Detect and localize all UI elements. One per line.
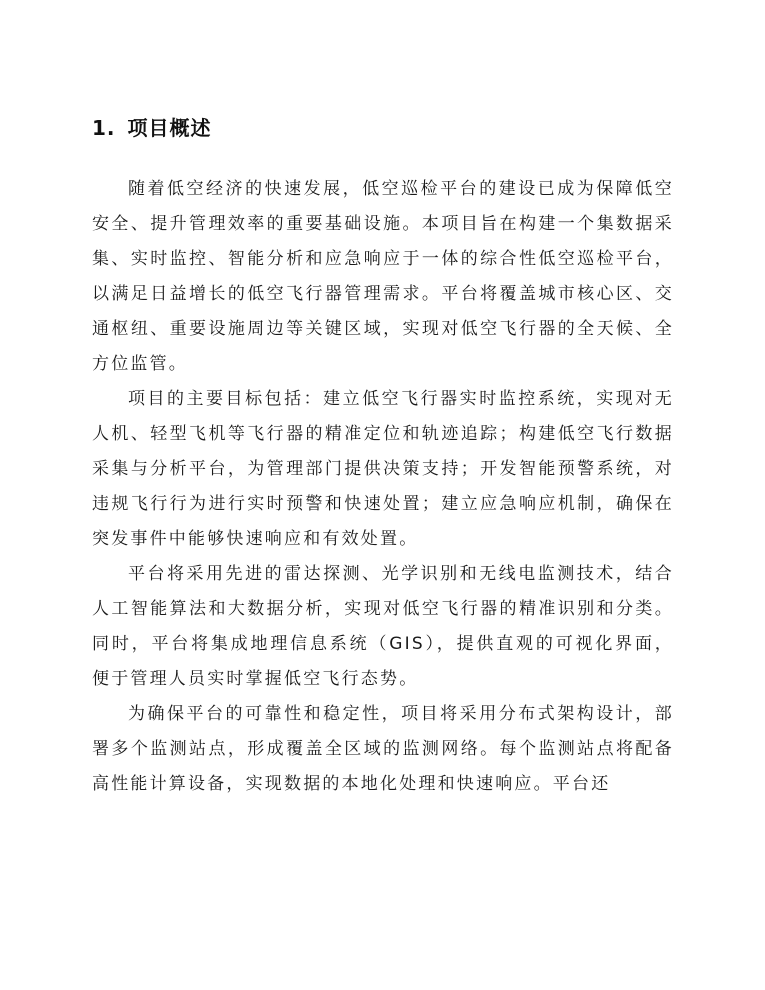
body-text <box>92 172 674 802</box>
paragraph-objectives: 项目的主要目标包括：建立低空飞行器实时监控系统，实现对无人机、轻型飞机等飞行器的精准定位和轨迹追踪；构建低空飞行数据采集与分析平台，为管理部门提供决策支持；开发智能预警系统，对违规飞行行为进行实时预警和快速处置；建立应急响应机制，确保在突发事件中能够快速响应和有效处置。 <box>92 389 674 549</box>
paragraph-technology: 平台将采用先进的雷达探测、光学识别和无线电监测技术，结合人工智能算法和大数据分析，实现对低空飞行器的精准识别和分类。同时，平台将集成地理信息系统（GIS），提供直观的可视化界面，便于管理人员实时掌握低空飞行态势。 <box>92 564 674 689</box>
section-title: 项目概述 <box>127 116 212 140</box>
section-number: 1. <box>92 116 116 140</box>
paragraph-overview: 随着低空经济的快速发展，低空巡检平台的建设已成为保障低空安全、提升管理效率的重要基础设施。本项目旨在构建一个集数据采集、实时监控、智能分析和应急响应于一体的综合性低空巡检平台，以满足日益增长的低空飞行器管理需求。平台将覆盖城市核心区、交通枢纽、重要设施周边等关键区域，实现对低空飞行器的全天候、全方位监管。 <box>92 179 674 374</box>
section-heading <box>92 112 212 141</box>
paragraph-architecture: 为确保平台的可靠性和稳定性，项目将采用分布式架构设计，部署多个监测站点，形成覆盖全区域的监测网络。每个监测站点将配备高性能计算设备，实现数据的本地化处理和快速响应。平台还 <box>92 704 674 794</box>
